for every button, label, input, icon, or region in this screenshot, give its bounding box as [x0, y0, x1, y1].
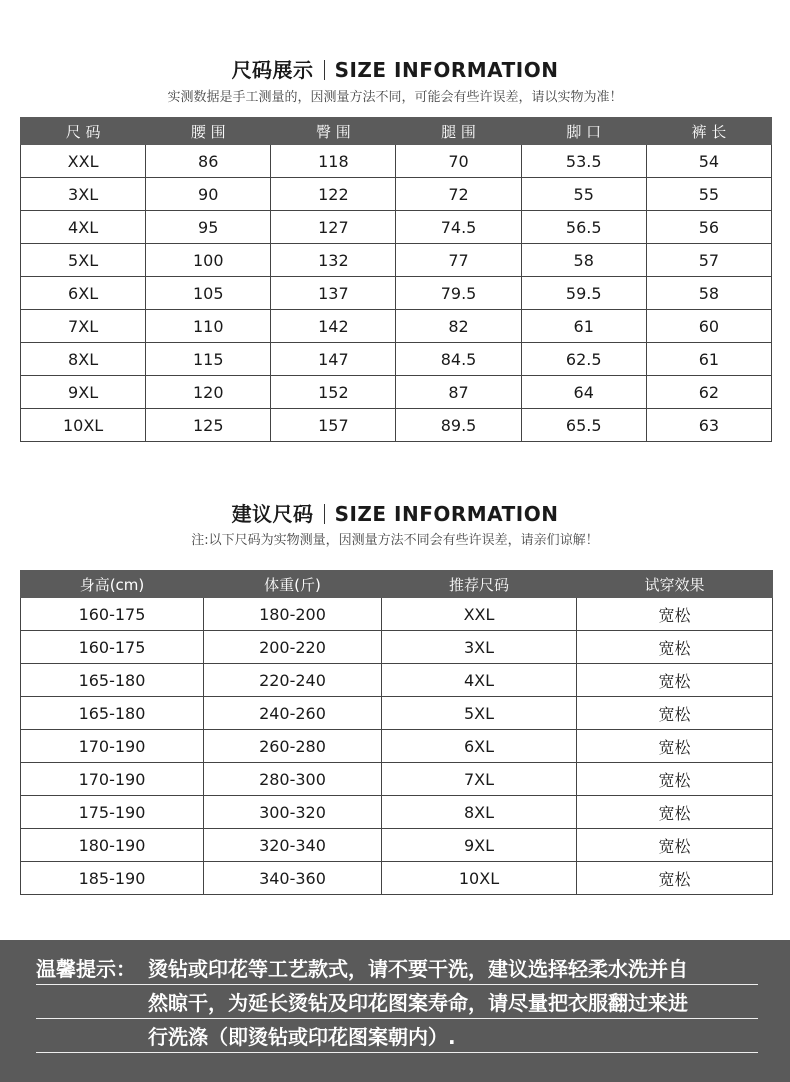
col-header-hip: 臀 围 — [271, 118, 396, 145]
col-header-thigh: 腿 围 — [396, 118, 521, 145]
table-header-row — [21, 118, 772, 145]
table-cell: 56.5 — [521, 211, 646, 244]
table-cell: 64 — [521, 376, 646, 409]
care-tips-text: 烫钻或印花等工艺款式，请不要干洗，建议选择轻柔水洗并自 — [148, 957, 688, 981]
table-cell: 157 — [271, 409, 396, 442]
table-cell: 宽松 — [577, 763, 773, 796]
table-cell: 宽松 — [577, 829, 773, 862]
table-row — [21, 409, 772, 442]
table-row — [21, 277, 772, 310]
table-cell: 10XL — [382, 862, 577, 895]
table-row — [21, 763, 773, 796]
table-cell: 175-190 — [21, 796, 204, 829]
table-cell: 74.5 — [396, 211, 521, 244]
table-cell: 115 — [146, 343, 271, 376]
table-cell: 165-180 — [21, 664, 204, 697]
table-cell: 72 — [396, 178, 521, 211]
table-cell: 120 — [146, 376, 271, 409]
care-tips-label: 温馨提示： — [36, 957, 136, 981]
recommend-note: 注:以下尺码为实物测量，因测量方法不同会有些许误差，请亲们谅解！ — [191, 533, 599, 548]
table-cell: 8XL — [382, 796, 577, 829]
table-row — [21, 598, 773, 631]
title-divider — [324, 60, 325, 80]
size-info-heading — [0, 54, 790, 83]
table-cell: 70 — [396, 145, 521, 178]
table-row — [21, 730, 773, 763]
table-cell: 100 — [146, 244, 271, 277]
table-row — [21, 697, 773, 730]
table-row — [21, 178, 772, 211]
table-cell: 86 — [146, 145, 271, 178]
care-tips-text: 行洗涤（即烫钻或印花图案朝内）. — [148, 1025, 456, 1049]
table-cell: 宽松 — [577, 862, 773, 895]
table-row — [21, 376, 772, 409]
table-row — [21, 244, 772, 277]
table-cell: 280-300 — [204, 763, 382, 796]
col-header-waist: 腰 围 — [146, 118, 271, 145]
table-cell: 57 — [646, 244, 771, 277]
care-tips-text: 然晾干，为延长烫钻及印花图案寿命，请尽量把衣服翻过来进 — [148, 991, 688, 1015]
care-tips-line — [36, 1022, 758, 1053]
table-cell: 6XL — [382, 730, 577, 763]
col-header-leg-opening: 脚 口 — [521, 118, 646, 145]
size-measurement-table — [20, 117, 772, 442]
size-info-note: 实测数据是手工测量的，因测量方法不同，可能会有些许误差，请以实物为准！ — [167, 90, 623, 105]
table-cell: 340-360 — [204, 862, 382, 895]
table-cell: 152 — [271, 376, 396, 409]
table-cell: 180-190 — [21, 829, 204, 862]
table-cell: XXL — [382, 598, 577, 631]
care-tips-line — [36, 988, 758, 1019]
col-header-recommended-size: 推荐尺码 — [382, 571, 577, 598]
table-cell: 宽松 — [577, 730, 773, 763]
table-cell: 170-190 — [21, 763, 204, 796]
care-tips-banner — [0, 940, 790, 1082]
table-row — [21, 664, 773, 697]
table-cell: 260-280 — [204, 730, 382, 763]
size-info-title-en: SIZE INFORMATION — [334, 58, 559, 82]
table-cell: 62 — [646, 376, 771, 409]
table-cell: 59.5 — [521, 277, 646, 310]
table-cell: 200-220 — [204, 631, 382, 664]
col-header-size: 尺 码 — [21, 118, 146, 145]
table-cell: 3XL — [382, 631, 577, 664]
table-row — [21, 862, 773, 895]
recommend-title-cn: 建议尺码 — [231, 502, 314, 526]
table-cell: 110 — [146, 310, 271, 343]
recommend-heading — [0, 498, 790, 527]
table-cell: XXL — [21, 145, 146, 178]
table-row — [21, 631, 773, 664]
table-cell: 6XL — [21, 277, 146, 310]
care-tips-line — [36, 954, 758, 985]
table-cell: 320-340 — [204, 829, 382, 862]
col-header-length: 裤 长 — [646, 118, 771, 145]
table-cell: 165-180 — [21, 697, 204, 730]
table-cell: 105 — [146, 277, 271, 310]
size-recommendation-table — [20, 570, 773, 895]
table-row — [21, 343, 772, 376]
col-header-weight: 体重(斤) — [204, 571, 382, 598]
title-divider — [324, 504, 325, 524]
table-cell: 95 — [146, 211, 271, 244]
table-cell: 宽松 — [577, 631, 773, 664]
table-cell: 7XL — [21, 310, 146, 343]
table-cell: 宽松 — [577, 697, 773, 730]
recommend-title-en: SIZE INFORMATION — [334, 502, 559, 526]
table-cell: 10XL — [21, 409, 146, 442]
table-cell: 77 — [396, 244, 521, 277]
col-header-fit: 试穿效果 — [577, 571, 773, 598]
table-row — [21, 211, 772, 244]
table-cell: 5XL — [21, 244, 146, 277]
table-cell: 185-190 — [21, 862, 204, 895]
table-cell: 55 — [521, 178, 646, 211]
table-cell: 84.5 — [396, 343, 521, 376]
table-cell: 55 — [646, 178, 771, 211]
table-cell: 62.5 — [521, 343, 646, 376]
table-cell: 125 — [146, 409, 271, 442]
table-row — [21, 310, 772, 343]
size-info-title-cn: 尺码展示 — [231, 58, 314, 82]
table-cell: 170-190 — [21, 730, 204, 763]
table-cell: 89.5 — [396, 409, 521, 442]
table-cell: 240-260 — [204, 697, 382, 730]
table-cell: 65.5 — [521, 409, 646, 442]
table-cell: 220-240 — [204, 664, 382, 697]
table-header-row — [21, 571, 773, 598]
table-cell: 4XL — [382, 664, 577, 697]
table-cell: 56 — [646, 211, 771, 244]
table-cell: 90 — [146, 178, 271, 211]
table-cell: 79.5 — [396, 277, 521, 310]
table-cell: 137 — [271, 277, 396, 310]
col-header-height: 身高(cm) — [21, 571, 204, 598]
table-cell: 宽松 — [577, 598, 773, 631]
table-cell: 8XL — [21, 343, 146, 376]
table-cell: 60 — [646, 310, 771, 343]
table-cell: 宽松 — [577, 664, 773, 697]
table-cell: 147 — [271, 343, 396, 376]
table-cell: 160-175 — [21, 598, 204, 631]
table-cell: 61 — [646, 343, 771, 376]
table-cell: 3XL — [21, 178, 146, 211]
table-cell: 180-200 — [204, 598, 382, 631]
table-row — [21, 145, 772, 178]
table-cell: 7XL — [382, 763, 577, 796]
table-cell: 58 — [646, 277, 771, 310]
table-cell: 63 — [646, 409, 771, 442]
table-cell: 142 — [271, 310, 396, 343]
table-cell: 61 — [521, 310, 646, 343]
table-cell: 53.5 — [521, 145, 646, 178]
table-cell: 118 — [271, 145, 396, 178]
table-cell: 宽松 — [577, 796, 773, 829]
table-cell: 5XL — [382, 697, 577, 730]
table-row — [21, 829, 773, 862]
table-cell: 87 — [396, 376, 521, 409]
table-cell: 132 — [271, 244, 396, 277]
table-cell: 82 — [396, 310, 521, 343]
table-cell: 300-320 — [204, 796, 382, 829]
table-cell: 4XL — [21, 211, 146, 244]
table-cell: 58 — [521, 244, 646, 277]
table-cell: 127 — [271, 211, 396, 244]
table-row — [21, 796, 773, 829]
table-cell: 160-175 — [21, 631, 204, 664]
table-cell: 9XL — [382, 829, 577, 862]
table-cell: 122 — [271, 178, 396, 211]
table-cell: 9XL — [21, 376, 146, 409]
table-cell: 54 — [646, 145, 771, 178]
